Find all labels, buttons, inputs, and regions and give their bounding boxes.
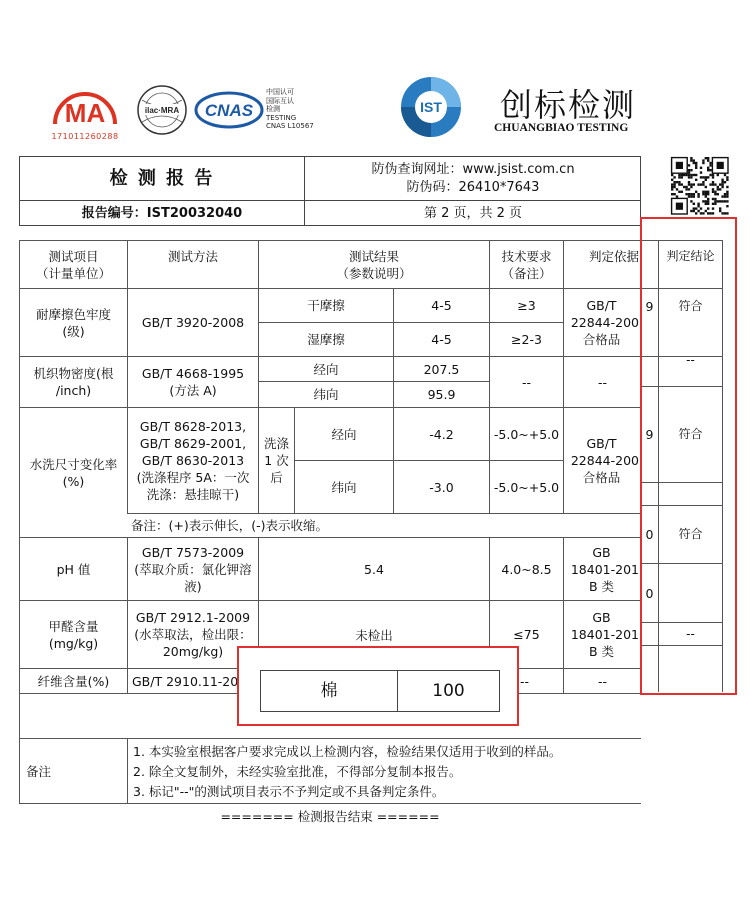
svg-text:CNAS: CNAS (204, 101, 254, 120)
header-requirement: 技术要求 （备注） (501, 248, 552, 281)
density-weft-value: 95.9 (427, 387, 456, 402)
header-item: 测试项目 （计量单位） (35, 248, 111, 281)
density-basis: -- (597, 374, 608, 390)
item-density: 机织物密度(根 /inch) (33, 366, 114, 398)
basis-colorfast-cut: 9 (645, 298, 654, 314)
ist-logo (396, 72, 466, 142)
cma-mark-icon (45, 84, 125, 128)
cma-number: 171011260288 (51, 132, 119, 141)
method-shrink: GB/T 8628-2013, GB/T 8629-2001, GB/T 8630-2013 (洗涤程序 5A：一次 洗涤：悬挂晾干) (136, 419, 250, 502)
shrink-warp-label: 经向 (331, 426, 357, 442)
remark-item: 1. 本实验室根据客户要求完成以上检测内容，检验结果仅适用于收到的样品。 (133, 744, 562, 759)
cnas-logo (194, 90, 264, 130)
shrink-weft-value: -3.0 (429, 479, 454, 495)
cma-logo (45, 84, 125, 140)
density-warp-value: 207.5 (423, 361, 460, 377)
ph-value: 5.4 (364, 561, 384, 577)
density-req: -- (521, 374, 532, 390)
density-weft-label: 纬向 (313, 387, 339, 402)
svg-text:IST: IST (420, 99, 442, 115)
ilac-globe-icon (134, 82, 190, 138)
conclusion-formaldehyde: -- (686, 626, 695, 641)
fiber-value: 100 (432, 680, 465, 701)
conclusion-colorfast: 符合 (678, 298, 703, 313)
item-ph: pH 值 (56, 561, 91, 577)
conclusion-shrink: 符合 (678, 426, 703, 441)
item-fiber: 纤维含量(%) (37, 673, 110, 689)
header-result: 测试结果 （参数说明） (336, 248, 412, 281)
basis-ph: GB 18401-201 B 类 (570, 544, 639, 594)
report-end: ======= 检测报告结束 ====== (220, 808, 440, 824)
item-shrink: 水洗尺寸变化率 (%) (29, 456, 118, 489)
query-site: 防伪查询网址：www.jsist.com.cn (371, 161, 575, 177)
ist-globe-icon (396, 72, 466, 142)
wet-rub-req: ≥2-3 (511, 332, 542, 347)
qr-code (659, 156, 731, 216)
dry-rub-value: 4-5 (431, 298, 452, 313)
svg-text:MA: MA (64, 98, 106, 128)
basis-formaldehyde-cut: 0 (645, 585, 654, 601)
ph-req: 4.0~8.5 (501, 561, 552, 577)
company-name-cn: 创标检测 (500, 86, 637, 124)
fiber-basis: -- (597, 673, 608, 689)
basis-shrink: GB/T 22844-200 合格品 (570, 436, 639, 485)
item-colorfast: 耐摩擦色牢度 (级) (35, 306, 111, 339)
conclusion-ph: 符合 (678, 526, 703, 541)
page-info: 第 2 页，共 2 页 (423, 205, 523, 221)
shrink-note: 备注：(+)表示伸长，(-)表示收缩。 (131, 518, 328, 533)
fiber-highlight-box (237, 646, 519, 726)
remarks-label: 备注 (26, 763, 52, 779)
company-name-en: CHUANGBIAO TESTING (494, 122, 629, 134)
header-basis: 判定依据 (588, 248, 639, 264)
method-colorfast: GB/T 3920-2008 (141, 315, 245, 330)
basis-ph-cut: 0 (645, 526, 654, 542)
remark-item: 2. 除全文复制外，未经实验室批准，不得部分复制本报告。 (133, 764, 462, 779)
report-number: 报告编号：IST20032040 (81, 205, 243, 221)
qr-code-icon (659, 156, 731, 216)
ilac-logo (134, 82, 190, 138)
fiber-req: -- (520, 673, 530, 689)
report-title: 检 测 报 告 (109, 168, 215, 189)
basis-shrink-cut: 9 (645, 426, 654, 442)
formaldehyde-req: ≤75 (513, 627, 540, 642)
fiber-name: 棉 (320, 680, 338, 701)
shrink-weft-req: -5.0~+5.0 (493, 479, 560, 495)
cnas-mark-icon (194, 90, 264, 130)
wet-rub-value: 4-5 (431, 332, 452, 347)
density-warp-label: 经向 (313, 361, 339, 377)
method-density: GB/T 4668-1995 (方法 A) (141, 366, 245, 398)
shrink-weft-label: 纬向 (331, 479, 357, 495)
dry-rub-req: ≥3 (517, 298, 536, 313)
remarks-list (133, 742, 638, 802)
wet-rub-label: 湿摩擦 (307, 332, 345, 347)
wash-count: 洗涤 1 次 后 (263, 436, 289, 485)
cnas-caption: 中国认可 国际互认 检测 TESTING CNAS L10567 (266, 88, 314, 131)
conclusion-highlight-box (640, 217, 737, 695)
conclusion-density: -- (686, 352, 695, 367)
method-ph: GB/T 7573-2009 (萃取介质：氯化钾溶 液) (134, 544, 252, 594)
shrink-warp-req: -5.0~+5.0 (493, 426, 560, 442)
remark-item: 3. 标记"--"的测试项目表示不予判定或不具备判定条件。 (133, 784, 445, 799)
basis-colorfast: GB/T 22844-200 合格品 (570, 298, 639, 347)
method-formaldehyde: GB/T 2912.1-2009 (水萃取法，检出限： 20mg/kg) (134, 610, 252, 659)
method-fiber: GB/T 2910.11-20 (132, 673, 239, 689)
svg-text:ilac·MRA: ilac·MRA (144, 106, 180, 115)
item-formaldehyde: 甲醛含量 (mg/kg) (48, 618, 99, 651)
anti-fake-code: 防伪码：26410*7643 (406, 179, 540, 195)
basis-formaldehyde: GB 18401-201 B 类 (570, 610, 639, 659)
formaldehyde-value: 未检出 (355, 628, 393, 643)
dry-rub-label: 干摩擦 (307, 298, 345, 313)
header-conclusion: 判定结论 (666, 248, 715, 263)
shrink-warp-value: -4.2 (429, 426, 454, 442)
header-method: 测试方法 (167, 248, 218, 264)
